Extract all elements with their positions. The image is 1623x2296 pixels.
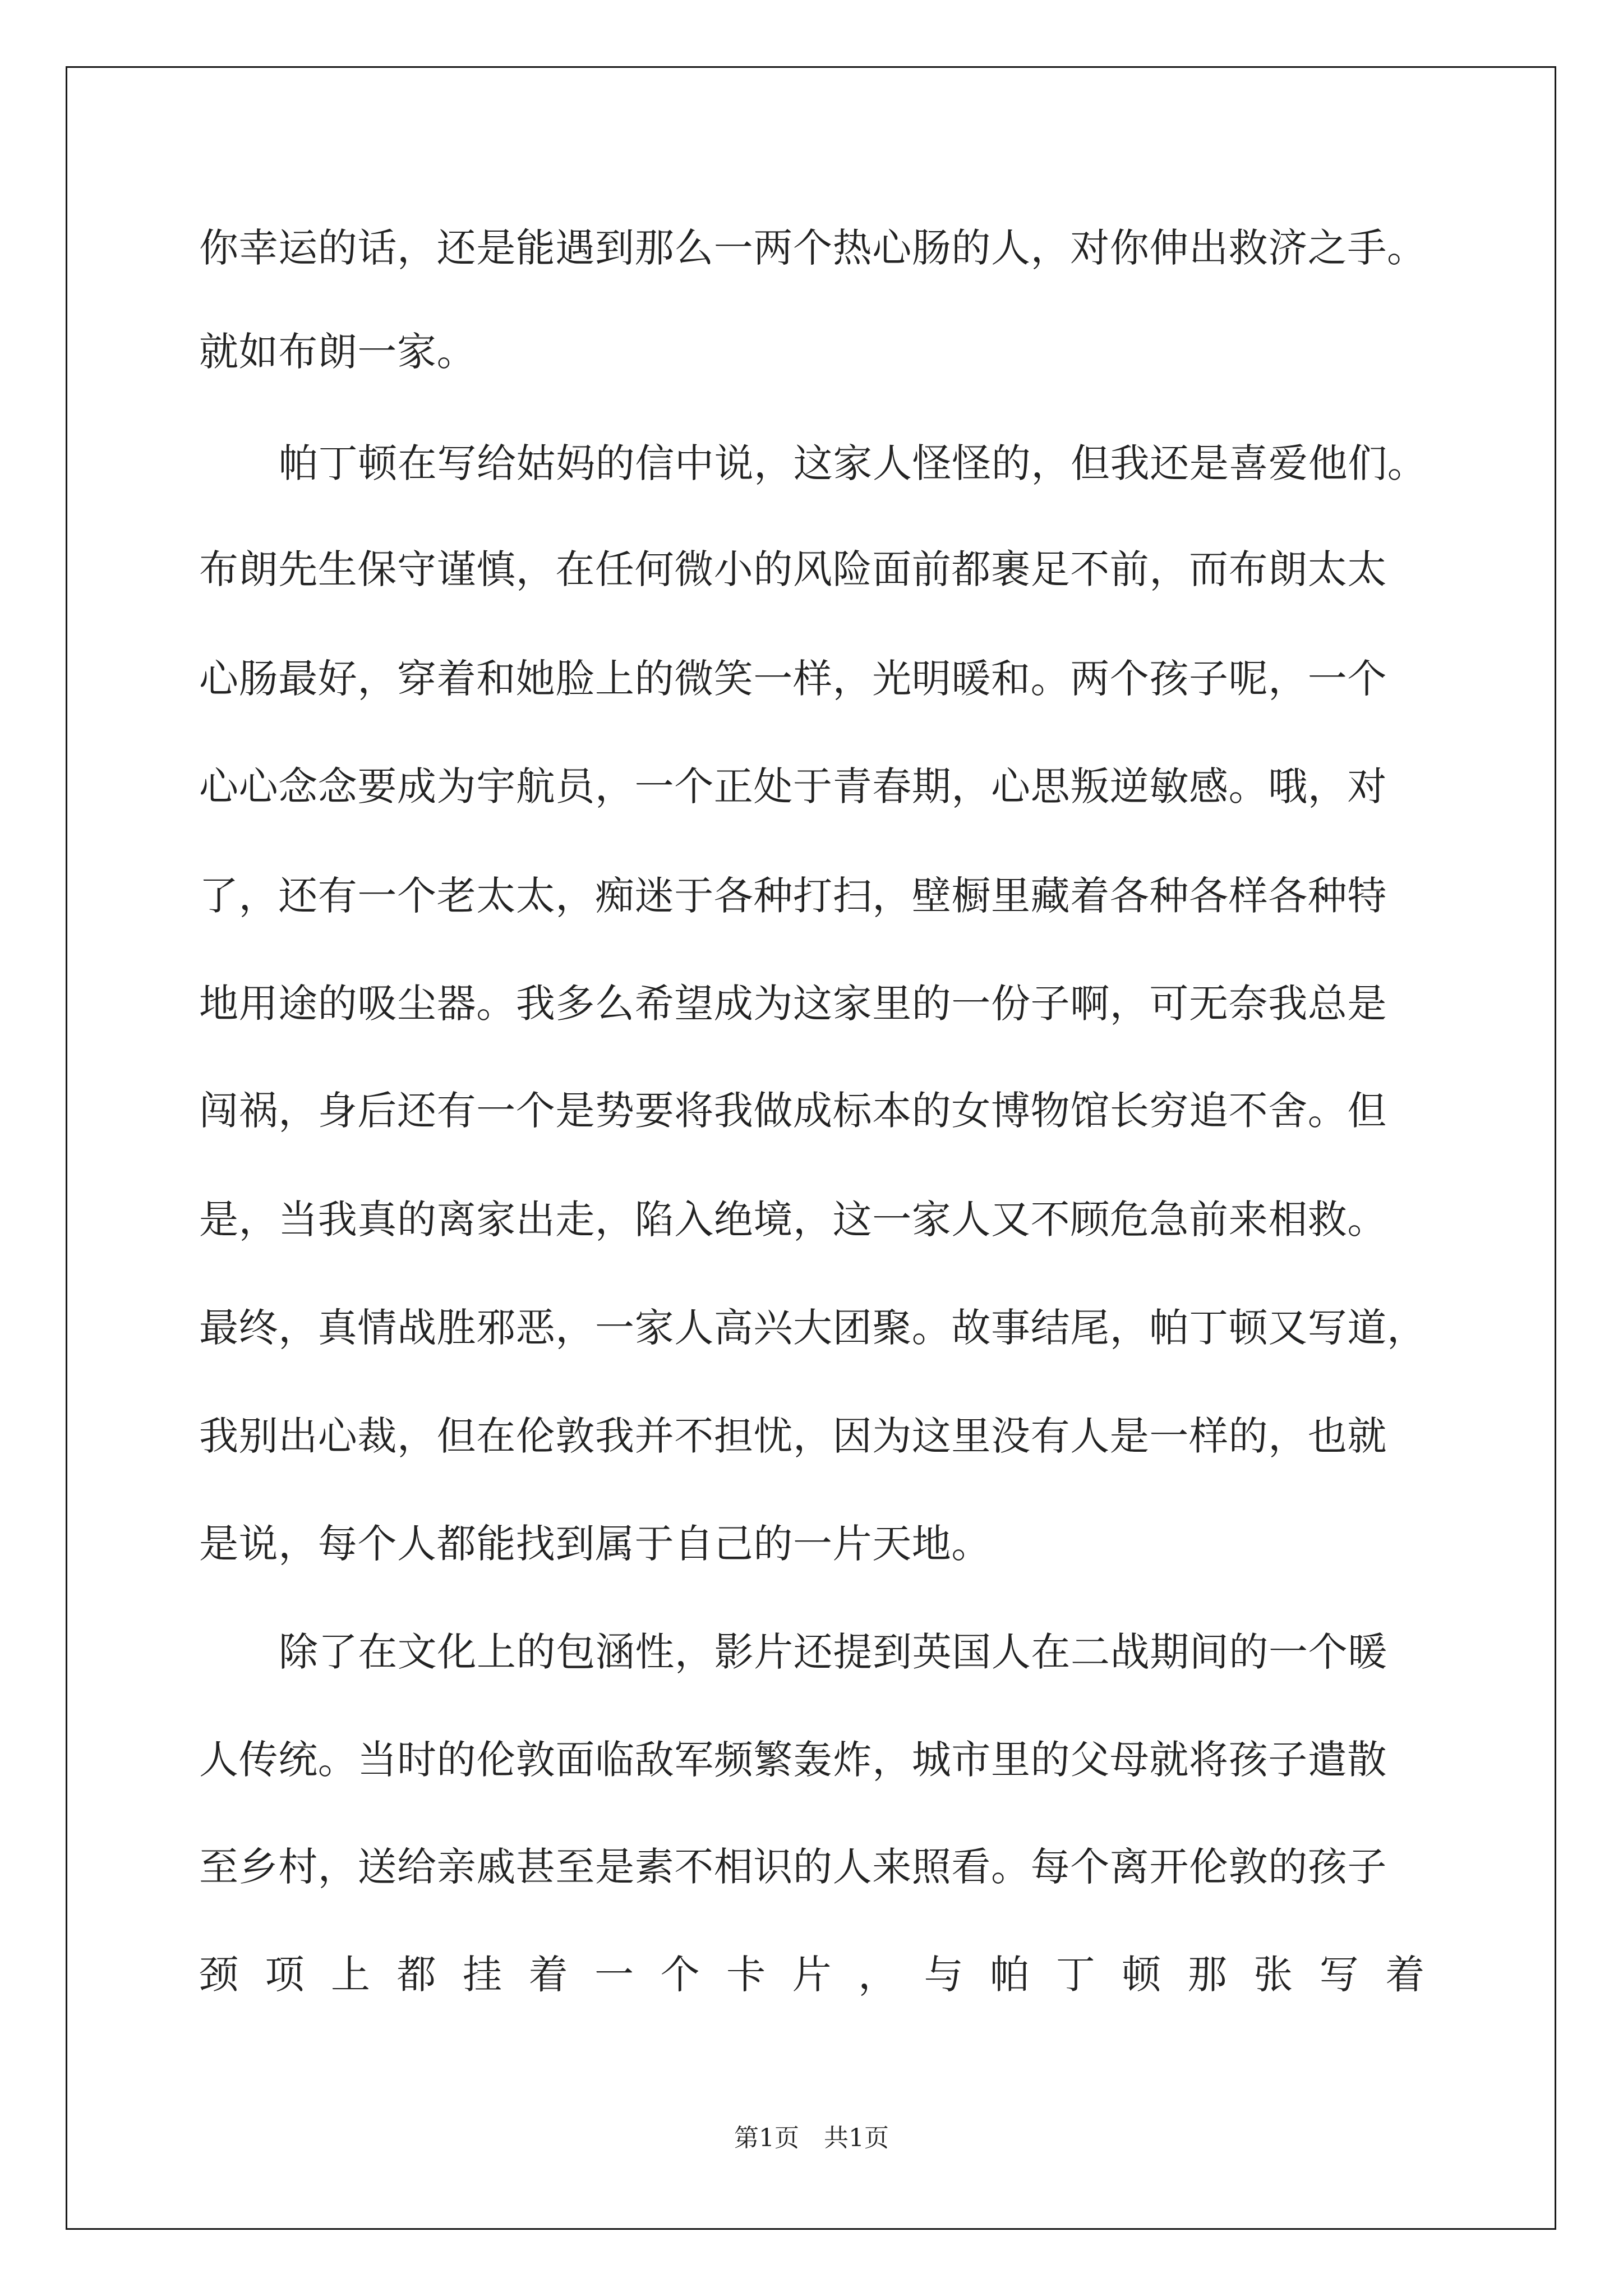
text-line: 人传统。当时的伦敦面临敌军频繁轰炸，城市里的父母就将孩子遣散 xyxy=(199,1737,1387,1783)
char: 卡 xyxy=(726,1952,766,1998)
text-line: 是说，每个人都能找到属于自己的一片天地。 xyxy=(199,1521,991,1567)
char: 张 xyxy=(1253,1952,1293,1998)
char: ， xyxy=(858,1952,898,1998)
char: 一 xyxy=(594,1952,634,1998)
text-line: 了，还有一个老太太，痴迷于各种打扫，壁橱里藏着各种各样各种特 xyxy=(199,873,1387,919)
text-line: 布朗先生保守谨慎，在任何微小的风险面前都裹足不前，而布朗太太 xyxy=(199,546,1387,592)
page-border xyxy=(66,66,1556,2230)
text-line: 地用途的吸尘器。我多么希望成为这家里的一份子啊，可无奈我总是 xyxy=(199,981,1387,1027)
text-line: 心肠最好，穿着和她脸上的微笑一样，光明暖和。两个孩子呢，一个 xyxy=(199,656,1387,702)
char: 顿 xyxy=(1122,1952,1161,1998)
text-line: 我别出心裁，但在伦敦我并不担忧，因为这里没有人是一样的，也就 xyxy=(199,1413,1387,1459)
text-line-justified xyxy=(199,1947,1425,2003)
char: 丁 xyxy=(1055,1952,1096,1998)
char: 挂 xyxy=(463,1952,502,1998)
text-line: 最终，真情战胜邪恶，一家人高兴大团聚。故事结尾，帕丁顿又写道， xyxy=(199,1305,1427,1351)
char: 上 xyxy=(331,1952,371,1998)
char: 着 xyxy=(528,1952,569,1998)
char: 片 xyxy=(792,1952,832,1998)
text-line: 闯祸，身后还有一个是势要将我做成标本的女博物馆长穷追不舍。但 xyxy=(199,1088,1387,1134)
page-footer: 第1页 共1页 xyxy=(734,2124,889,2152)
char: 那 xyxy=(1187,1952,1228,1998)
char: 与 xyxy=(924,1952,964,1998)
char: 个 xyxy=(660,1952,700,1998)
char: 项 xyxy=(265,1952,305,1998)
text-line: 心心念念要成为宇航员，一个正处于青春期，心思叛逆敏感。哦，对 xyxy=(199,763,1387,809)
text-line: 你幸运的话，还是能遇到那么一两个热心肠的人，对你伸出救济之手。 xyxy=(199,225,1427,271)
text-line: 帕丁顿在写给姑妈的信中说，这家人怪怪的，但我还是喜爱他们。 xyxy=(279,440,1427,486)
char: 着 xyxy=(1385,1952,1425,1998)
text-line: 是，当我真的离家出走，陷入绝境，这一家人又不顾危急前来相救。 xyxy=(199,1197,1387,1243)
char: 都 xyxy=(396,1952,437,1998)
char: 颈 xyxy=(199,1952,239,1998)
text-line: 就如布朗一家。 xyxy=(199,329,477,375)
text-line: 至乡村，送给亲戚甚至是素不相识的人来照看。每个离开伦敦的孩子 xyxy=(199,1844,1387,1890)
char: 写 xyxy=(1319,1952,1359,1998)
char: 帕 xyxy=(990,1952,1030,1998)
text-line: 除了在文化上的包涵性，影片还提到英国人在二战期间的一个暖 xyxy=(279,1629,1387,1675)
